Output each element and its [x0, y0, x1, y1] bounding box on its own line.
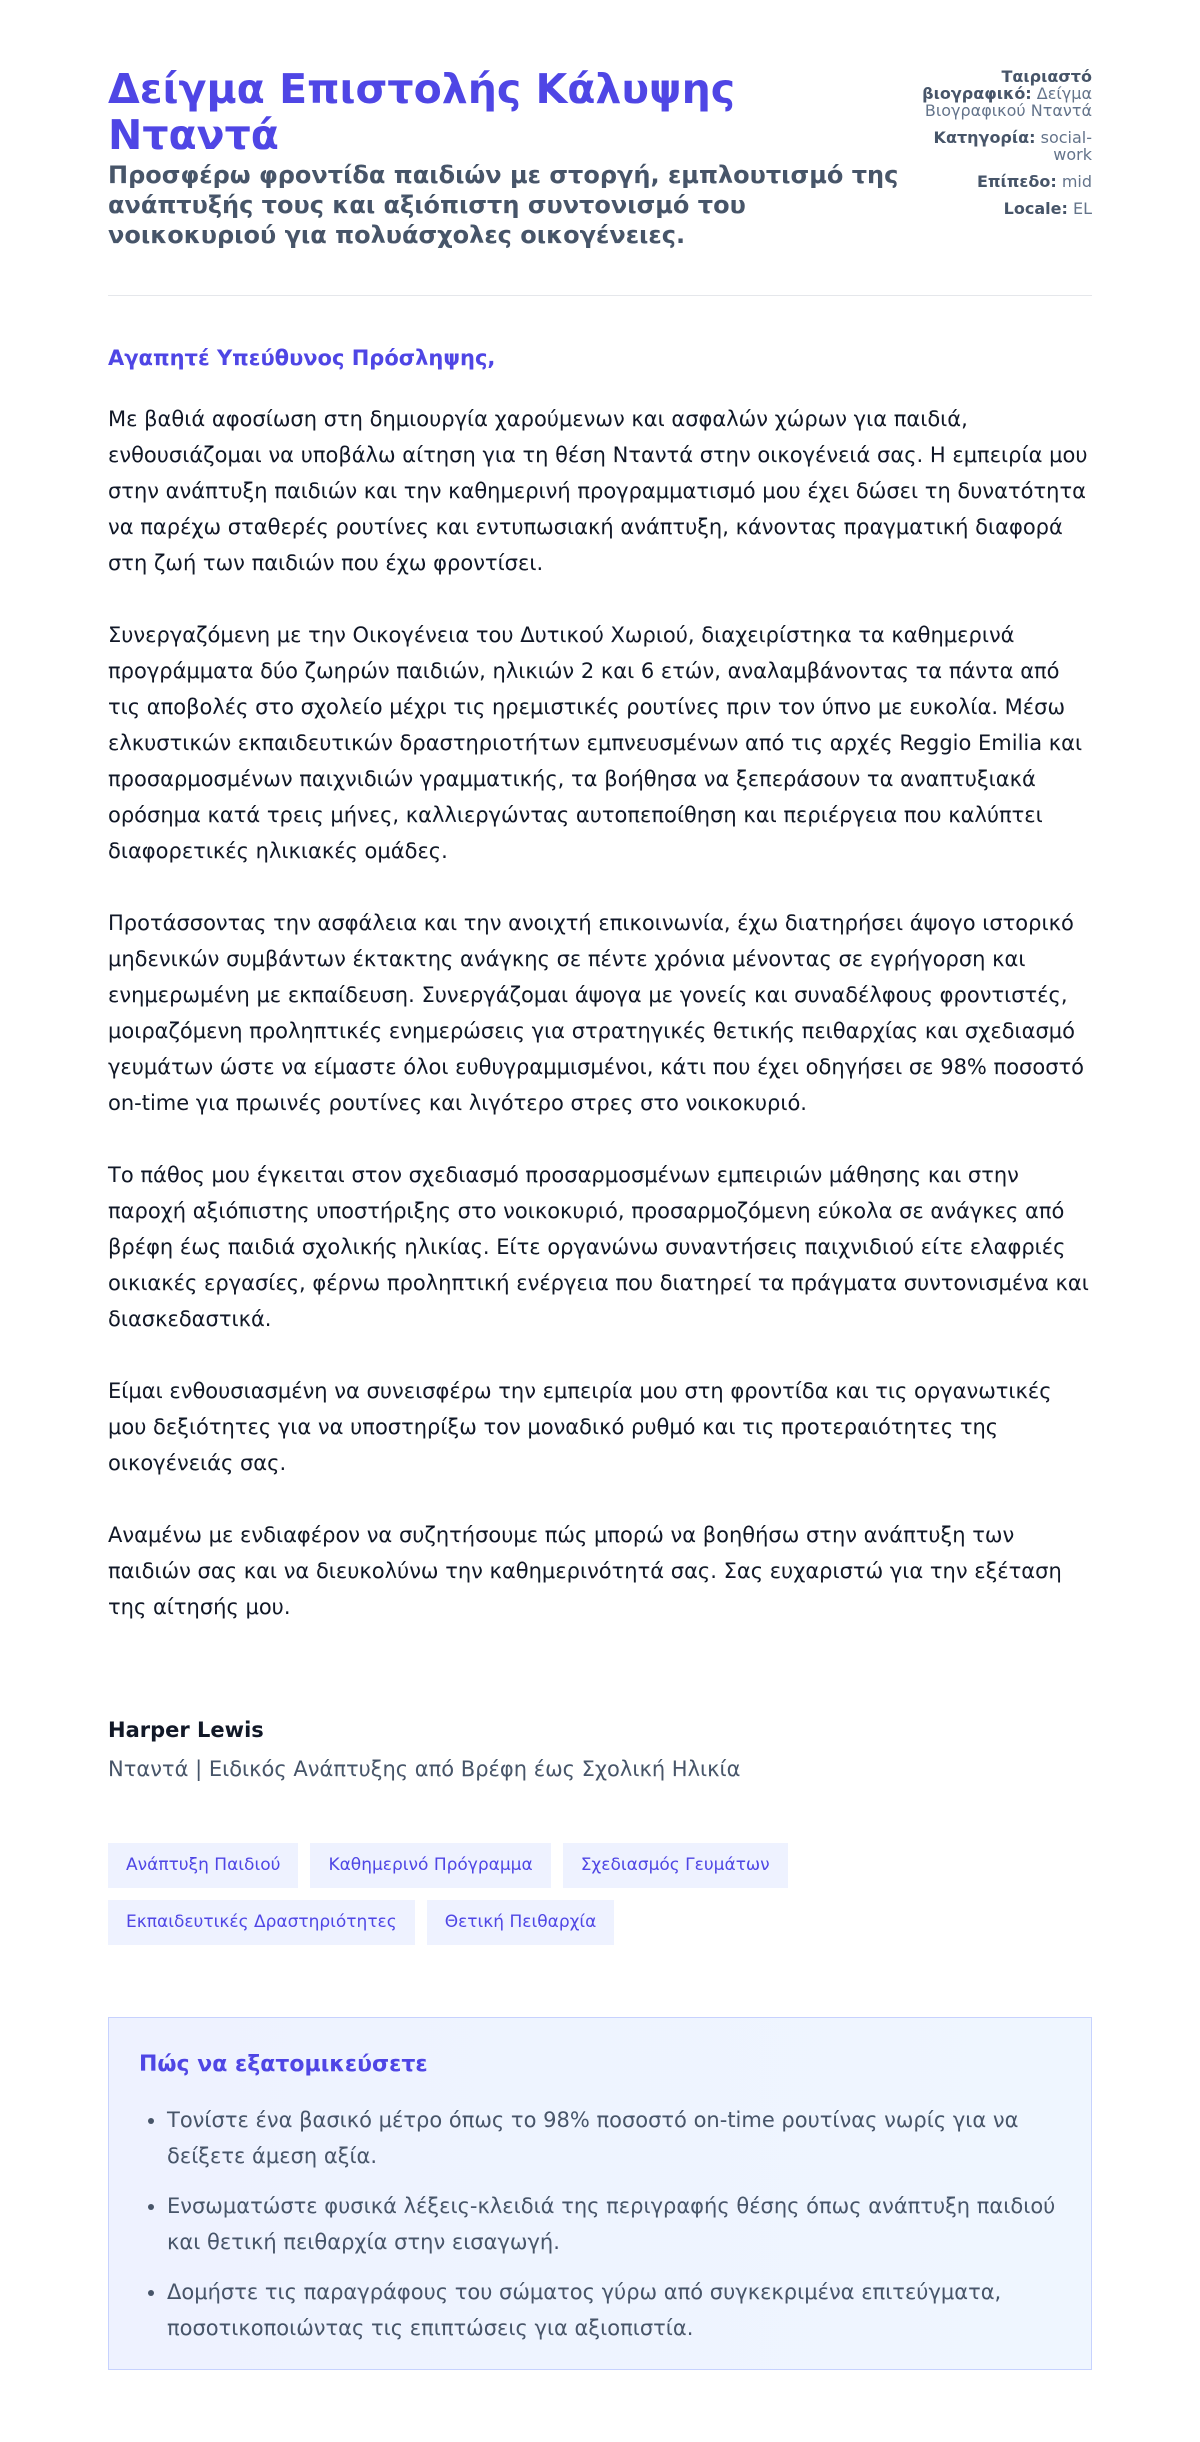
letter-body [108, 401, 1092, 1661]
skill-tag: Καθημερινό Πρόγραμμα [310, 1843, 550, 1888]
resume-metadata [902, 68, 1092, 227]
letter-paragraph: Το πάθος μου έγκειται στον σχεδιασμό προσαρμοσμένων εμπειριών μάθησης και στην παροχή αξιόπιστης υποστήριξης στο νοικοκυριό, προσαρμοζόμενη εύκολα σε ανάγκες από βρέφη έως παιδιά σχολικής ηλικίας. Είτε οργανώνω συναντήσεις παιχνιδιού είτε ελαφριές οικιακές εργασίες, φέρνω προληπτική ενέργεια που διατηρεί τα πράγματα συντονισμένα και διασκεδαστικά. [108, 1163, 1089, 1331]
skill-tag: Ανάπτυξη Παιδιού [108, 1843, 298, 1888]
matched-resume-label: Ταιριαστό βιογραφικό: [922, 67, 1092, 103]
skill-tags [108, 1843, 1092, 1957]
matched-resume-value: Δείγμα Βιογραφικού Νταντά [924, 84, 1092, 120]
locale-meta [902, 200, 1092, 217]
category-value: social-work [1040, 128, 1092, 164]
skill-tag: Θετική Πειθαρχία [427, 1900, 615, 1945]
page-subtitle: Προσφέρω φροντίδα παιδιών με στοργή, εμπλουτισμό της ανάπτυξής τους και αξιόπιστη συντονισμό του νοικοκυριού για πολυάσχολες οικογένειες. [108, 161, 899, 249]
locale-value: EL [1072, 199, 1092, 218]
tip-item: • Τονίστε ένα βασικό μέτρο όπως το 98% ποσοστό on-time ρουτίνας νωρίς για να δείξετε άμεση αξία. [167, 2102, 1061, 2174]
signature-name: Harper Lewis [108, 1718, 264, 1742]
letter-greeting: Αγαπητέ Υπεύθυνος Πρόσληψης, [108, 346, 496, 370]
letter-paragraph: Αναμένω με ενδιαφέρον να συζητήσουμε πώς μπορώ να βοηθήσω στην ανάπτυξη των παιδιών σας και να διευκολύνω την καθημερινότητά σας. Σας ευχαριστώ για την εξέταση της αίτησής μου. [108, 1523, 1062, 1619]
level-value: mid [1061, 172, 1092, 191]
skill-tag: Εκπαιδευτικές Δραστηριότητες [108, 1900, 415, 1945]
letter-paragraph: Συνεργαζόμενη με την Οικογένεια του Δυτικού Χωριού, διαχειρίστηκα τα καθημερινά προγράμματα δύο ζωηρών παιδιών, ηλικιών 2 και 6 ετών, αναλαμβάνοντας τα πάντα από τις αποβολές στο σχολείο μέχρι τις ηρεμιστικές ρουτίνες πριν τον ύπνο με ευκολία. Μέσω ελκυστικών εκπαιδευτικών δραστηριοτήτων εμπνευσμένων από τις αρχές Reggio Emilia και προσαρμοσμένων παιχνιδιών γραμματικής, τα βοήθησα να ξεπεράσουν τα αναπτυξιακά ορόσημα κατά τρεις μήνες, καλλιεργώντας αυτοπεποίθηση και περιέργεια που καλύπτει διαφορετικές ηλικιακές ομάδες. [108, 623, 1083, 863]
level-label: Επίπεδο: [976, 172, 1057, 191]
tips-list [139, 2102, 1061, 2346]
page-title: Δείγμα Επιστολής Κάλυψης Νταντά [108, 65, 736, 159]
tip-item: • Δομήστε τις παραγράφους του σώματος γύρω από συγκεκριμένα επιτεύγματα, ποσοτικοποιώντας τις επιπτώσεις για αξιοπιστία. [167, 2274, 1061, 2346]
skill-tag: Σχεδιασμός Γευμάτων [563, 1843, 788, 1888]
tip-item: • Ενσωματώστε φυσικά λέξεις-κλειδιά της περιγραφής θέσης όπως ανάπτυξη παιδιού και θετική πειθαρχία στην εισαγωγή. [167, 2188, 1061, 2260]
matched-resume-meta [902, 68, 1092, 119]
personalization-tips-panel [108, 2017, 1092, 2370]
signature-title: Νταντά | Ειδικός Ανάπτυξης από Βρέφη έως Σχολική Ηλικία [108, 1757, 741, 1781]
header-divider [108, 295, 1092, 296]
letter-paragraph: Με βαθιά αφοσίωση στη δημιουργία χαρούμενων και ασφαλών χώρων για παιδιά, ενθουσιάζομαι να υποβάλω αίτηση για τη θέση Νταντά στην οικογένειά σας. Η εμπειρία μου στην ανάπτυξη παιδιών και την καθημερινή προγραμματισμό μου έχει δώσει τη δυνατότητα να παρέχω σταθερές ρουτίνες και εντυπωσιακή ανάπτυξη, κάνοντας πραγματική διαφορά στη ζωή των παιδιών που έχω φροντίσει. [108, 407, 1088, 575]
locale-label: Locale: [1003, 199, 1068, 218]
level-meta [902, 173, 1092, 190]
category-label: Κατηγορία: [933, 128, 1036, 147]
letter-header [108, 66, 1092, 296]
tips-title: Πώς να εξατομικεύσετε [139, 2052, 428, 2077]
letter-paragraph: Προτάσσοντας την ασφάλεια και την ανοιχτή επικοινωνία, έχω διατηρήσει άψογο ιστορικό μηδενικών συμβάντων έκτακτης ανάγκης σε πέντε χρόνια μένοντας σε εγρήγορση και ενημερωμένη με εκπαίδευση. Συνεργάζομαι άψογα με γονείς και συναδέλφους φροντιστές, μοιραζόμενη προληπτικές ενημερώσεις για στρατηγικές θετικής πειθαρχίας και σχεδιασμό γευμάτων ώστε να είμαστε όλοι ευθυγραμμισμένοι, κάτι που έχει οδηγήσει σε 98% ποσοστό on-time για πρωινές ρουτίνες και λιγότερο στρες στο νοικοκυριό. [108, 911, 1085, 1115]
letter-paragraph: Είμαι ενθουσιασμένη να συνεισφέρω την εμπειρία μου στη φροντίδα και τις οργανωτικές μου δεξιότητες για να υποστηρίξω τον μοναδικό ρυθμό και τις προτεραιότητες της οικογένειάς σας. [108, 1379, 1052, 1475]
category-meta [902, 129, 1092, 163]
signature-block [108, 1716, 1092, 1784]
